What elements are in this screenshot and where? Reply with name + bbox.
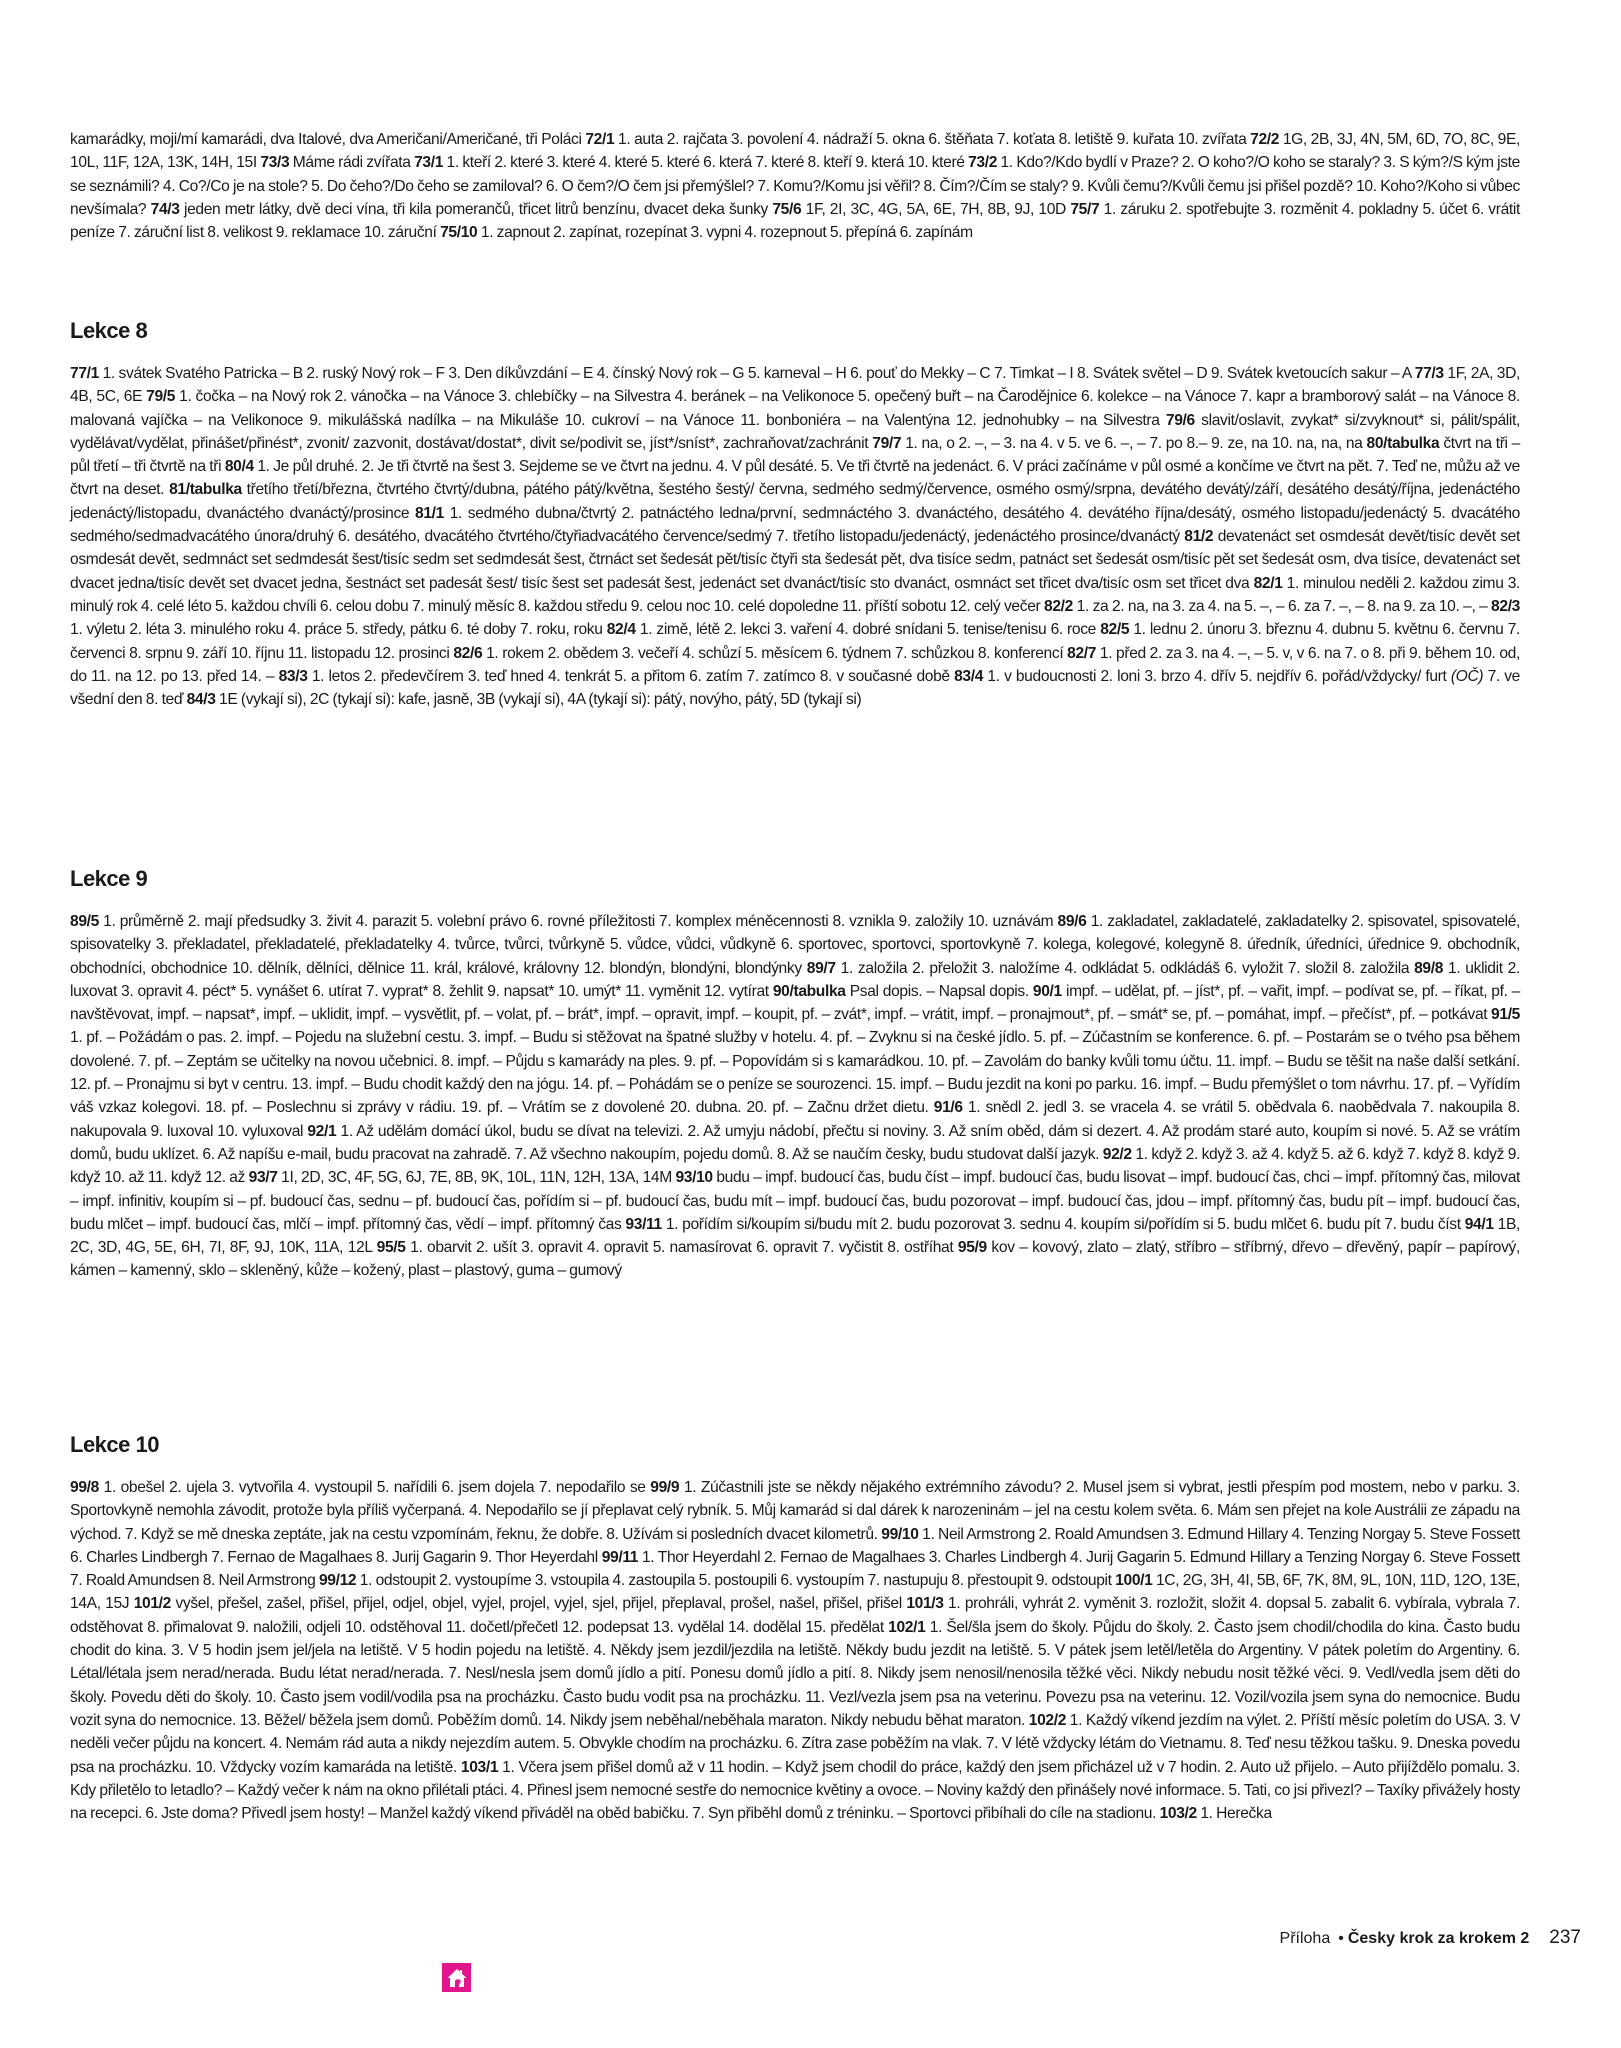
exercise-ref: 92/1: [307, 1122, 337, 1140]
exercise-ref: 73/3: [260, 154, 290, 172]
page-footer: [1280, 1927, 1581, 1949]
exercise-ref: 82/1: [1253, 574, 1283, 592]
exercise-ref: 82/6: [453, 644, 483, 662]
exercise-ref: 93/10: [675, 1169, 713, 1187]
exercise-ref: 75/7: [1070, 200, 1100, 218]
exercise-ref: 99/8: [70, 1479, 99, 1496]
exercise-ref: 89/6: [1057, 913, 1087, 930]
exercise-ref: 77/3: [1414, 365, 1444, 382]
exercise-ref: 90/1: [1032, 982, 1062, 1000]
lesson-title: Lekce 9: [70, 866, 148, 891]
exercise-ref: 82/4: [606, 621, 636, 639]
exercise-ref: 103/1: [460, 1758, 499, 1776]
answer-paragraph: 77/1 1. svátek Svatého Patricka – B 2. ruský Nový rok – F 3. Den díkůvzdání – E 4. čínský Nový rok – G 5. karneval – H 6. pouť do Mekky – C 7. Timkat – I 8. Svátek světel – D 9. Svátek kvetoucích sakur – A 77/3 1F, 2A, 3D, 4B, 5C, 6E 79/5 1. čočka – na Nový rok 2. vánočka – na Vánoce 3. chlebíčky – na Silvestra 4. beránek – na Velikonoce 5. opečený buřt – na Čarodějnice 6. kolekce – na Vánoce 7. kapr a bramborový salát – na Vánoce 8. malovaná vajíčka – na Velikonoce 9. mikulášská nadílka – na Mikuláše 10. cukroví – na Vánoce 11. bonboniéra – na Valentýna 12. jednohubky – na Silvestra 79/6 slavit/oslavit, zvykat* si/zvyknout* si, pálit/spálit, vydělávat/vydělat, přinášet/přinést*, zvonit/ zazvonit, dostávat/dostat*, divit se/podivit se, jíst*/sníst*, zachraňovat/zachránit 79/7 1. na, o 2. –, – 3. na 4. v 5. ve 6. –, – 7. po 8.– 9. ze, na 10. na, na, na 80/tabulka čtvrt na tři – půl třetí – tři čtvrtě na tři 80/4 1. Je půl druhé. 2. Je tři čtvrtě na šest 3. Sejdeme se ve čtvrt na jednu. 4. V půl desáté. 5. Ve tři čtvrtě na jedenáct. 6. V práci začínáme v půl osmé a končíme ve čtvrt na pět. 7. Teď ne, můžu až ve čtvrt na deset. 81/tabulka třetího třetí/března, čtvrtého čtvrtý/dubna, pátého pátý/května, šestého šestý/ června, sedmého sedmý/července, osmého osmý/srpna, devátého devátý/září, desátého desátý/října, jedenáctého jedenáctý/listopadu, dvanáctého dvanáctý/prosince 81/1 1. sedmého dubna/čtvrtý 2. patnáctého ledna/první, sedmnáctého 3. dvanáctého, desátého 4. devátého října/desátý, osmého listopadu/jedenáctý 5. dvacátého sedmého/sedmadvacátého února/druhý 6. desátého, dvacátého čtvrtého/čtyřiadvacátého července/sedmý 7. třetího listopadu/jedenáctý, jedenáctého prosince/dvanáctý 81/2 devatenáct set osmdesát devět/tisíc devět set osmdesát devět, sedmnáct set sedmdesát šest/tisíc sedm set sedmdesát šest, čtrnáct set šedesát pět/tisíc čtyři sta šedesát pět, dva tisíce sedm, patnáct set šedesát osm/tisíc pět set šedesát osm, dva tisíce, devatenáct set dvacet jedna/tisíc devět set dvacet jedna, šestnáct set padesát šest/ tisíc šest set padesát šest, jedenáct set dvanáct/tisíc sto dvanáct, osmnáct set třicet dva/tisíc osm set třicet dva 82/1 1. minulou neděli 2. každou zimu 3. minulý rok 4. celé léto 5. každou chvíli 6. celou dobu 7. minulý měsíc 8. každou středu 9. celou noc 10. celé dopoledne 11. příští sobotu 12. celý večer 82/2 1. za 2. na, na 3. za 4. na 5. –, – 6. za 7. –, – 8. na 9. za 10. –, – 82/3 1. výletu 2. léta 3. minulého roku 4. práce 5. středy, pátku 6. té doby 7. roku, roku 82/4 1. zimě, létě 2. lekci 3. vaření 4. dobré snídani 5. tenise/tenisu 6. roce 82/5 1. lednu 2. únoru 3. březnu 4. dubnu 5. květnu 6. červnu 7. červenci 8. srpnu 9. září 10. říjnu 11. listopadu 12. prosinci 82/6 1. rokem 2. obědem 3. večeří 4. schůzí 5. měsícem 6. týdnem 7. schůzkou 8. konferencí 82/7 1. před 2. za 3. na 4. –, – 5. v, v 6. na 7. o 8. při 9. během 10. od, do 11. na 12. po 13. před 14. – 83/3 1. letos 2. předevčírem 3. teď hned 4. tenkrát 5. a přitom 6. zatím 7. zatímco 8. v současné době 83/4 1. v budoucnosti 2. loni 3. brzo 4. dřív 5. nejdřív 6. pořád/vždycky/ furt (OČ) 7. ve všední den 8. teď 84/3 1E (vykají si), 2C (tykají si): kafe, jasně, 3B (vykají si), 4A (tykají si): pátý, novýho, pátý, 5D (tykají si): [70, 365, 1521, 709]
exercise-ref: 72/1: [585, 131, 615, 148]
exercise-ref: 82/5: [1100, 621, 1130, 639]
exercise-ref: 75/6: [772, 200, 802, 218]
answer-paragraph: 99/8 1. obešel 2. ujela 3. vytvořila 4. vystoupil 5. nařídili 6. jsem dojela 7. nepodařilo se 99/9 1. Zúčastnili jste se někdy nějakého extrémního závodu? 2. Musel jsem si vybrat, jestli přespím pod mostem, nebo v parku. 3. Sportovkyně nemohla závodit, protože byla příliš vyčerpaná. 4. Nepodařilo se jí přeplavat celý rybník. 5. Můj kamarád si dal dárek k narozeninám – jel na cestu kolem světa. 6. Mám sen přejet na kole Austrálii ze západu na východ. 7. Když se mě dneska zeptáte, jak na cestu vzpomínám, řeknu, že dobře. 8. Užívám si posledních dvacet kilometrů. 99/10 1. Neil Armstrong 2. Roald Amundsen 3. Edmund Hillary 4. Tenzing Norgay 5. Steve Fossett 6. Charles Lindbergh 7. Fernao de Magalhaes 8. Jurij Gagarin 9. Thor Heyerdahl 99/11 1. Thor Heyerdahl 2. Fernao de Magalhaes 3. Charles Lindbergh 4. Jurij Gagarin 5. Edmund Hillary a Tenzing Norgay 6. Steve Fossett 7. Roald Amundsen 8. Neil Armstrong 99/12 1. odstoupit 2. vystoupíme 3. vstoupila 4. zastoupila 5. postoupili 6. vystoupím 7. nastupuju 8. přestoupit 9. odstoupit 100/1 1C, 2G, 3H, 4I, 5B, 6F, 7K, 8M, 9L, 10N, 11D, 12O, 13E, 14A, 15J 101/2 vyšel, přešel, zašel, přišel, přijel, odjel, objel, vyjel, projel, vyjel, sjel, přijel, přeplaval, prošel, našel, přišel, přišel 101/3 1. prohráli, vyhrát 2. vyměnit 3. rozložit, složit 4. dopsal 5. zabalit 6. vybírala, vybrala 7. odstěhovat 8. přimalovat 9. naložili, odjeli 10. odstěhoval 11. dočetl/přečetl 12. podepsat 13. vydělal 14. dodělal 15. předělat 102/1 1. Šel/šla jsem do školy. Půjdu do školy. 2. Často jsem chodil/chodila do kina. Často budu chodit do kina. 3. V 5 hodin jsem jel/jela na letiště. V 5 hodin pojedu na letiště. 4. Někdy jsem jezdil/jezdila na letiště. Někdy budu jezdit na letiště. 5. V pátek jsem letěl/letěla do Argentiny. V pátek poletím do Argentiny. 6. Létal/létala jsem nerad/nerada. Budu létat nerad/nerada. 7. Nesl/nesla jsem domů jídlo a pití. Ponesu domů jídlo a pití. 8. Nikdy jsem nenosil/nenosila těžké věci. Nikdy nebudu nosit těžké věci. 9. Vedl/vedla jsem děti do školy. Povedu děti do školy. 10. Často jsem vodil/vodila psa na procházku. Často budu vodit psa na procházku. 11. Vezl/vezla jsem psa na veterinu. Povezu psa na veterinu. 12. Vozil/vozila jsem syna do nemocnice. Budu vozit syna do nemocnice. 13. Běžel/ běžela jsem domů. Poběžím domů. 14. Nikdy jsem neběhal/neběhala maraton. Nikdy nebudu běhat maraton. 102/2 1. Každý víkend jezdím na výlet. 2. Příští měsíc poletím do USA. 3. V neděli večer půjdu na koncert. 4. Nemám rád auta a nikdy nejezdím autem. 5. Obvykle chodím na procházku. 6. Zítra zase poběžím na vlak. 7. V létě vždycky létám do Vietnamu. 8. Teď nesu těžkou tašku. 9. Dneska povedu psa na procházku. 10. Vždycky vozím kamaráda na letiště. 103/1 1. Včera jsem přišel domů až v 11 hodin. – Když jsem chodil do práce, každý den jsem přicházel už v 7 hodin. 2. Auto už přijelo. – Auto přijíždělo pomalu. 3. Kdy přiletělo to letadlo? – Každý večer k nám na okno přilétali ptáci. 4. Přinesl jsem nemocné sestře do nemocnice květiny a ovoce. – Noviny každý den přinášely nové informace. 5. Tati, co jsi přivezl? – Taxíky přivážely hosty na recepci. 6. Jste doma? Přivedl jsem hosty! – Manžel každý víkend přiváděl na oběd babičku. 7. Syn přiběhl domů z tréninku. – Sportovci přibíhali do cíle na stadionu. 103/2 1. Herečka: [70, 1479, 1521, 1823]
exercise-ref: 82/3: [1491, 597, 1520, 615]
exercise-ref: 84/3: [186, 691, 216, 709]
exercise-ref: 93/7: [248, 1169, 278, 1187]
exercise-ref: 94/1: [1464, 1215, 1494, 1233]
page-number: 237: [1549, 1927, 1581, 1948]
exercise-ref: 90/tabulka: [772, 982, 846, 1000]
exercise-ref: 100/1: [1115, 1572, 1153, 1590]
exercise-ref: 102/2: [1028, 1711, 1067, 1729]
exercise-ref: 103/2: [1159, 1805, 1197, 1823]
home-icon: [446, 1967, 468, 1989]
lesson-10-section: [70, 1432, 1520, 1825]
exercise-ref: 79/6: [1165, 411, 1195, 429]
intro-answers: [70, 128, 1520, 244]
exercise-ref: 89/7: [806, 959, 836, 977]
lesson-title: Lekce 8: [70, 318, 148, 343]
exercise-ref: 101/3: [906, 1595, 944, 1613]
exercise-ref: 91/5: [1491, 1006, 1520, 1024]
exercise-ref: 83/3: [278, 667, 308, 685]
exercise-ref: 89/5: [70, 913, 99, 930]
exercise-ref: 73/1: [414, 154, 444, 172]
exercise-ref: 92/2: [1102, 1145, 1132, 1163]
exercise-ref: 82/2: [1044, 597, 1073, 615]
exercise-ref: 72/2: [1250, 131, 1280, 148]
exercise-ref: 77/1: [70, 365, 99, 382]
exercise-ref: 81/tabulka: [169, 481, 242, 499]
exercise-ref: 73/2: [968, 154, 998, 172]
exercise-ref: 81/1: [415, 504, 444, 522]
answer-paragraph: 89/5 1. průměrně 2. mají předsudky 3. živit 4. parazit 5. volební právo 6. rovné příležitosti 7. komplex méněcennosti 8. vznikla 9. založily 10. uznávám 89/6 1. zakladatel, zakladatelé, zakladatelky 2. spisovatel, spisovatelé, spisovatelky 3. překladatel, překladatelé, překladatelky 4. tvůrce, tvůrci, tvůrkyně 5. vůdce, vůdci, vůdkyně 6. sportovec, sportovci, sportovkyně 7. kolega, kolegové, kolegyně 8. úředník, úředníci, úřednice 9. obchodník, obchodníci, obchodnice 10. dělník, dělníci, dělnice 11. král, králové, královny 12. blondýn, blondýni, blondýnky 89/7 1. založila 2. přeložit 3. naložíme 4. odkládat 5. odkládáš 6. vyložit 7. složil 8. založila 89/8 1. uklidit 2. luxovat 3. opravit 4. péct* 5. vynášet 6. utírat 7. vyprat* 8. žehlit 9. napsat* 10. umýt* 11. vyměnit 12. vytírat 90/tabulka Psal dopis. – Napsal dopis. 90/1 impf. – udělat, pf. – jíst*, pf. – vařit, impf. – podívat se, pf. – říkat, pf. – navštěvovat, impf. – napsat*, impf. – uklidit, impf. – vysvětlit, pf. – volat, pf. – brát*, impf. – opravit, impf. – koupit, pf. – zvát*, impf. – vrátit, impf. – pronajmout*, pf. – smát* se, pf. – pomáhat, impf. – přečíst*, pf. – potkávat 91/5 1. pf. – Požádám o pas. 2. impf. – Pojedu na služební cestu. 3. impf. – Budu si stěžovat na špatné služby v hotelu. 4. pf. – Zvyknu si na české jídlo. 5. pf. – Zúčastním se konference. 6. pf. – Postarám se o tvého psa během dovolené. 7. pf. – Zeptám se učitelky na novou učebnici. 8. impf. – Půjdu s kamarády na ples. 9. pf. – Popovídám si s kamarádkou. 10. pf. – Zavolám do banky kvůli tomu účtu. 11. impf. – Budu se těšit na naše další setkání. 12. pf. – Pronajmu si byt v centru. 13. impf. – Budu chodit každý den na jógu. 14. pf. – Pohádám se o peníze se sourozenci. 15. impf. – Budu jezdit na koni po parku. 16. impf. – Budu přemýšlet o tom návrhu. 17. pf. – Vyřídím váš vzkaz kolegovi. 18. pf. – Poslechnu si zprávy v rádiu. 19. pf. – Vrátím se z dovolené 20. dubna. 20. pf. – Začnu držet dietu. 91/6 1. snědl 2. jedl 3. se vracela 4. se vrátil 5. obědvala 6. naobědvala 7. nakoupila 8. nakupovala 9. luxoval 10. vyluxoval 92/1 1. Až udělám domácí úkol, budu se dívat na televizi. 2. Až umyju nádobí, přečtu si noviny. 3. Až sním oběd, dám si dezert. 4. Až prodám staré auto, koupím si nové. 5. Až se vrátím domů, budu uklízet. 6. Až napíšu e-mail, budu pracovat na zahradě. 7. Až všechno nakoupím, pojedu domů. 8. Až se naučím česky, budu studovat další jazyk. 92/2 1. když 2. když 3. až 4. když 5. až 6. když 7. když 8. když 9. když 10. až 11. když 12. až 93/7 1I, 2D, 3C, 4F, 5G, 6J, 7E, 8B, 9K, 10L, 11N, 12H, 13A, 14M 93/10 budu – impf. budoucí čas, budu číst – impf. budoucí čas, budu lisovat – impf. budoucí čas, chci – impf. přítomný čas, milovat – impf. infinitiv, koupím si – pf. budoucí čas, sednu – pf. budoucí čas, pořídím si – pf. budoucí čas, budu mít – impf. budoucí čas, budu pozorovat – impf. budoucí čas, jdou – impf. přítomný čas, budu pít – impf. budoucí čas, budu mlčet – impf. budoucí čas, mlčí – impf. přítomný čas, vědí – impf. přítomný čas 93/11 1. pořídím si/koupím si/budu mít 2. budu pozorovat 3. sednu 4. koupím si/pořídím si 5. budu mlčet 6. budu pít 7. budu číst 94/1 1B, 2C, 3D, 4G, 5E, 6H, 7I, 8F, 9J, 10K, 11A, 12L 95/5 1. obarvit 2. ušít 3. opravit 4. opravit 5. namasírovat 6. opravit 7. vyčistit 8. ostříhat 95/9 kov – kovový, zlato – zlatý, stříbro – stříbrný, dřevo – dřevěný, papír – papírový, kámen – kamenný, sklo – skleněný, kůže – kožený, plast – plastový, guma – gumový: [70, 913, 1521, 1280]
exercise-ref: 74/3: [150, 200, 180, 218]
exercise-ref: 99/11: [601, 1548, 639, 1566]
exercise-ref: 75/10: [440, 224, 478, 242]
exercise-ref: 80/4: [224, 458, 254, 476]
exercise-ref: 93/11: [625, 1215, 662, 1233]
italic-note: (OČ): [1450, 667, 1484, 685]
lesson-9-section: [70, 866, 1520, 1283]
exercise-ref: 80/tabulka: [1366, 434, 1440, 452]
exercise-ref: 79/7: [872, 434, 902, 452]
exercise-ref: 102/1: [888, 1618, 926, 1636]
exercise-ref: 82/7: [1067, 644, 1097, 662]
exercise-ref: 101/2: [133, 1595, 171, 1613]
footer-book-title: Česky krok za krokem 2: [1347, 1930, 1530, 1947]
lesson-8-section: [70, 318, 1520, 711]
exercise-ref: 91/6: [933, 1099, 963, 1117]
exercise-ref: 83/4: [954, 667, 984, 685]
answer-paragraph: kamarádky, moji/mí kamarádi, dva Italové, dva Američani/Američané, tři Poláci 72/1 1. auta 2. rajčata 3. povolení 4. nádraží 5. okna 6. štěňata 7. koťata 8. letiště 9. kuřata 10. zvířata 72/2 1G, 2B, 3J, 4N, 5M, 6D, 7O, 8C, 9E, 10L, 11F, 12A, 13K, 14H, 15I 73/3 Máme rádi zvířata 73/1 1. kteří 2. které 3. které 4. které 5. které 6. která 7. které 8. kteří 9. která 10. které 73/2 1. Kdo?/Kdo bydlí v Praze? 2. O koho?/O koho se staraly? 3. S kým?/S kým jste se seznámili? 4. Co?/Co je na stole? 5. Do čeho?/Do čeho se zamiloval? 6. O čem?/O čem jsi přemýšlel? 7. Komu?/Komu jsi věřil? 8. Čím?/Čím se staly? 9. Kvůli čemu?/Kvůli čemu jsi přišel pozdě? 10. Koho?/Koho si vůbec nevšímala? 74/3 jeden metr látky, dvě deci vína, tři kila pomerančů, třicet litrů benzínu, dvacet deka šunky 75/6 1F, 2I, 3C, 4G, 5A, 6E, 7H, 8B, 9J, 10D 75/7 1. záruku 2. spotřebujte 3. rozměnit 4. pokladny 5. účet 6. vrátit peníze 7. záruční list 8. velikost 9. reklamace 10. záruční 75/10 1. zapnout 2. zapínat, rozepínat 3. vypni 4. rozepnout 5. přepíná 6. zapínám: [70, 131, 1520, 242]
exercise-ref: 99/9: [650, 1479, 680, 1496]
home-button[interactable]: [442, 1963, 471, 1992]
lesson-title: Lekce 10: [70, 1432, 159, 1457]
exercise-ref: 79/5: [146, 388, 176, 406]
exercise-ref: 89/8: [1414, 959, 1444, 977]
footer-separator: •: [1338, 1930, 1344, 1947]
exercise-ref: 99/12: [318, 1572, 357, 1590]
exercise-ref: 95/9: [957, 1239, 987, 1257]
exercise-ref: 99/10: [881, 1525, 919, 1543]
footer-section: Příloha: [1279, 1930, 1331, 1947]
exercise-ref: 81/2: [1184, 528, 1214, 546]
exercise-ref: 95/5: [376, 1239, 406, 1257]
